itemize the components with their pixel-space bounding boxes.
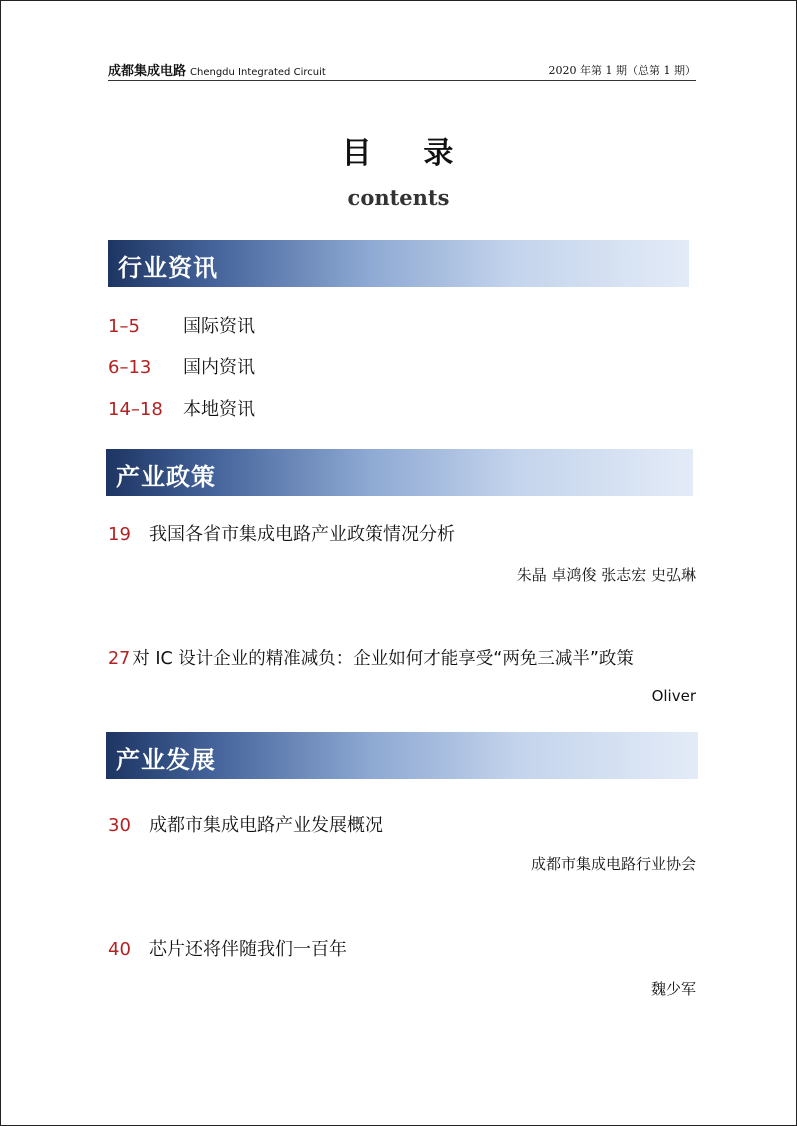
entry-author: Oliver (651, 687, 696, 705)
entry-title: 本地资讯 (183, 399, 255, 420)
section-header-industry-news (108, 240, 689, 287)
entry-author: 成都市集成电路行业协会 (530, 855, 696, 873)
journal-name (108, 60, 326, 79)
toc-entry[interactable] (108, 935, 347, 961)
page-number: 1–5 (108, 316, 140, 337)
page-number: 30 (108, 815, 131, 836)
section-header-industry-policy (106, 449, 693, 496)
toc-entry[interactable] (108, 645, 634, 670)
page-number: 40 (108, 939, 131, 960)
journal-name-cn: 成都集成电路 (108, 64, 187, 79)
section-heading: 产业政策 (116, 463, 216, 491)
toc-entry[interactable] (108, 353, 255, 379)
header-rule (108, 80, 696, 81)
toc-entry[interactable] (108, 520, 455, 546)
running-header (108, 60, 696, 80)
toc-entry[interactable] (108, 811, 383, 837)
entry-title: 国内资讯 (183, 357, 255, 378)
journal-name-en: Chengdu Integrated Circuit (190, 67, 326, 78)
issue-info: 2020 年第 1 期（总第 1 期） (548, 64, 696, 77)
toc-subtitle: contents (347, 185, 450, 210)
entry-title: 对 IC 设计企业的精准减负：企业如何才能享受“两免三减半”政策 (132, 649, 634, 669)
section-heading: 行业资讯 (118, 254, 218, 282)
page-number: 27 (108, 649, 131, 669)
entry-author: 魏少军 (650, 980, 696, 998)
section-header-industry-development (106, 732, 698, 779)
entry-title: 成都市集成电路产业发展概况 (149, 815, 383, 836)
toc-title: 目 录 (341, 136, 456, 171)
entry-title: 我国各省市集成电路产业政策情况分析 (149, 524, 455, 545)
page-number: 19 (108, 524, 131, 545)
entry-title: 国际资讯 (183, 316, 255, 337)
page-number: 14–18 (108, 399, 163, 420)
entry-title: 芯片还将伴随我们一百年 (149, 939, 347, 960)
page-number: 6–13 (108, 357, 152, 378)
toc-entry[interactable] (108, 395, 255, 421)
toc-entry[interactable] (108, 312, 255, 338)
entry-author: 朱晶 卓鸿俊 张志宏 史弘琳 (516, 566, 696, 584)
section-heading: 产业发展 (116, 746, 216, 774)
